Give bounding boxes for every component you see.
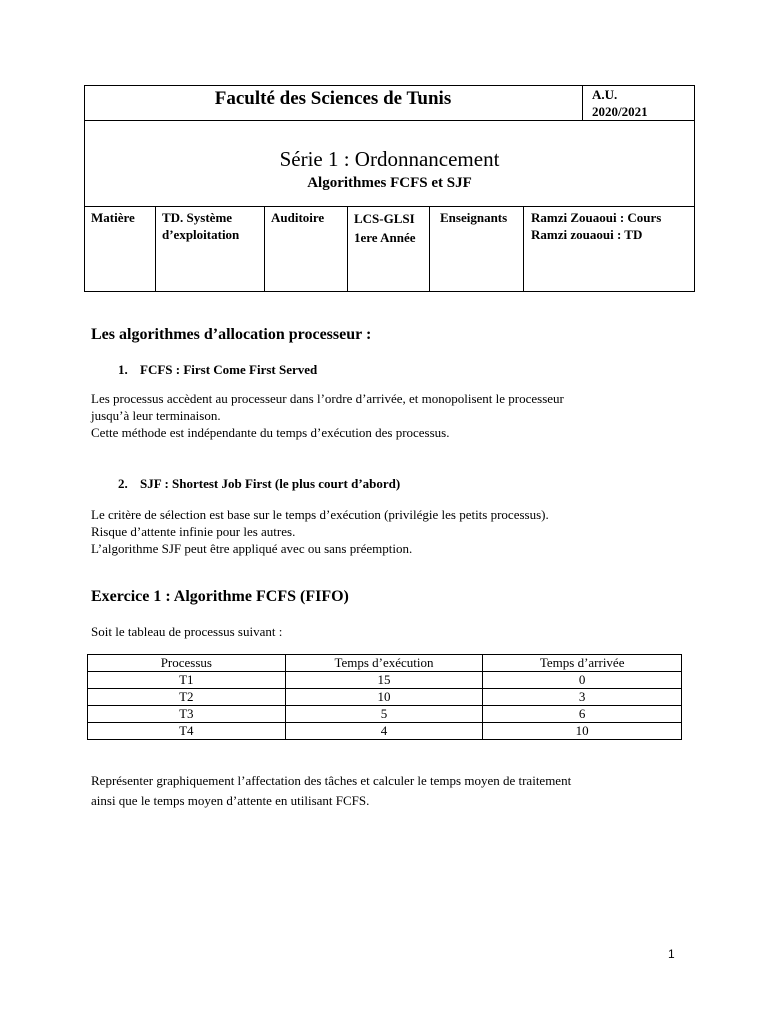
item1-number: 1. <box>118 362 128 377</box>
auditoire-value-line2: 1ere Année <box>354 230 416 245</box>
info-col-divider-4 <box>429 206 430 292</box>
table-row <box>88 706 682 723</box>
item1-line2: jusqu’à leur terminaison. <box>91 408 221 423</box>
table-cell: T4 <box>88 723 286 740</box>
item1-title: FCFS : First Come First Served <box>140 362 318 377</box>
table-cell: 5 <box>285 706 483 723</box>
enseignant-cours: Ramzi Zouaoui : Cours <box>531 210 662 225</box>
table-row <box>88 723 682 740</box>
matiere-label: Matière <box>91 210 135 225</box>
info-col-divider-2 <box>264 206 265 292</box>
table-row <box>88 672 682 689</box>
auditoire-value <box>354 209 416 247</box>
faculty-name: Faculté des Sciences de Tunis <box>214 88 452 109</box>
enseignants-label: Enseignants <box>440 210 508 225</box>
table-cell: 4 <box>285 723 483 740</box>
section-title: Les algorithmes d’allocation processeur : <box>91 326 372 343</box>
item2-line1: Le critère de sélection est base sur le temps d’exécution (privilégie les petits processus). <box>91 507 549 522</box>
table-cell: 10 <box>285 689 483 706</box>
page-number: 1 <box>668 947 675 961</box>
auditoire-label: Auditoire <box>271 210 325 225</box>
table-header-execution: Temps d’exécution <box>285 655 483 672</box>
item2-title: SJF : Shortest Job First (le plus court d’abord) <box>140 476 401 491</box>
item1-line1: Les processus accèdent au processeur dans l’ordre d’arrivée, et monopolisent le processeur <box>91 391 564 406</box>
academic-year-value: 2020/2021 <box>592 104 648 119</box>
item2-line3: L’algorithme SJF peut être appliqué avec ou sans préemption. <box>91 541 413 556</box>
item2-line2: Risque d’attente infinie pour les autres. <box>91 524 296 539</box>
enseignant-td: Ramzi zouaoui : TD <box>531 227 643 242</box>
table-header-row <box>88 655 682 672</box>
auditoire-value-line1: LCS-GLSI <box>354 211 415 226</box>
item1-line3: Cette méthode est indépendante du temps d’exécution des processus. <box>91 425 450 440</box>
info-col-divider-3 <box>347 206 348 292</box>
process-table <box>87 654 682 740</box>
table-cell: 6 <box>483 706 682 723</box>
header-divider-top <box>84 120 695 121</box>
question-line2: ainsi que le temps moyen d’attente en utilisant FCFS. <box>91 793 370 808</box>
item2-number: 2. <box>118 476 128 491</box>
serie-subtitle: Algorithmes FCFS et SJF <box>307 175 472 191</box>
table-row <box>88 689 682 706</box>
serie-title: Série 1 : Ordonnancement <box>279 147 500 171</box>
academic-year <box>592 86 648 120</box>
info-col-divider-1 <box>155 206 156 292</box>
question-line1: Représenter graphiquement l’affectation des tâches et calculer le temps moyen de traitement <box>91 773 572 788</box>
table-cell: 10 <box>483 723 682 740</box>
table-header-processus: Processus <box>88 655 286 672</box>
exercise-title: Exercice 1 : Algorithme FCFS (FIFO) <box>91 588 349 605</box>
header-divider-info <box>84 206 695 207</box>
item1-paragraph <box>91 390 564 441</box>
matiere-value-line2: d’exploitation <box>162 227 240 242</box>
matiere-value <box>162 209 239 243</box>
question-paragraph <box>91 771 571 811</box>
matiere-value-line1: TD. Système <box>162 210 233 225</box>
table-intro: Soit le tableau de processus suivant : <box>91 624 283 639</box>
academic-year-label: A.U. <box>592 87 618 102</box>
table-header-arrivee: Temps d’arrivée <box>483 655 682 672</box>
table-cell: 0 <box>483 672 682 689</box>
table-cell: T2 <box>88 689 286 706</box>
item2-paragraph <box>91 506 549 557</box>
header-divider-au <box>582 85 583 121</box>
table-cell: 3 <box>483 689 682 706</box>
table-cell: 15 <box>285 672 483 689</box>
table-cell: T3 <box>88 706 286 723</box>
info-col-divider-5 <box>523 206 524 292</box>
enseignants-value <box>531 209 661 243</box>
table-cell: T1 <box>88 672 286 689</box>
